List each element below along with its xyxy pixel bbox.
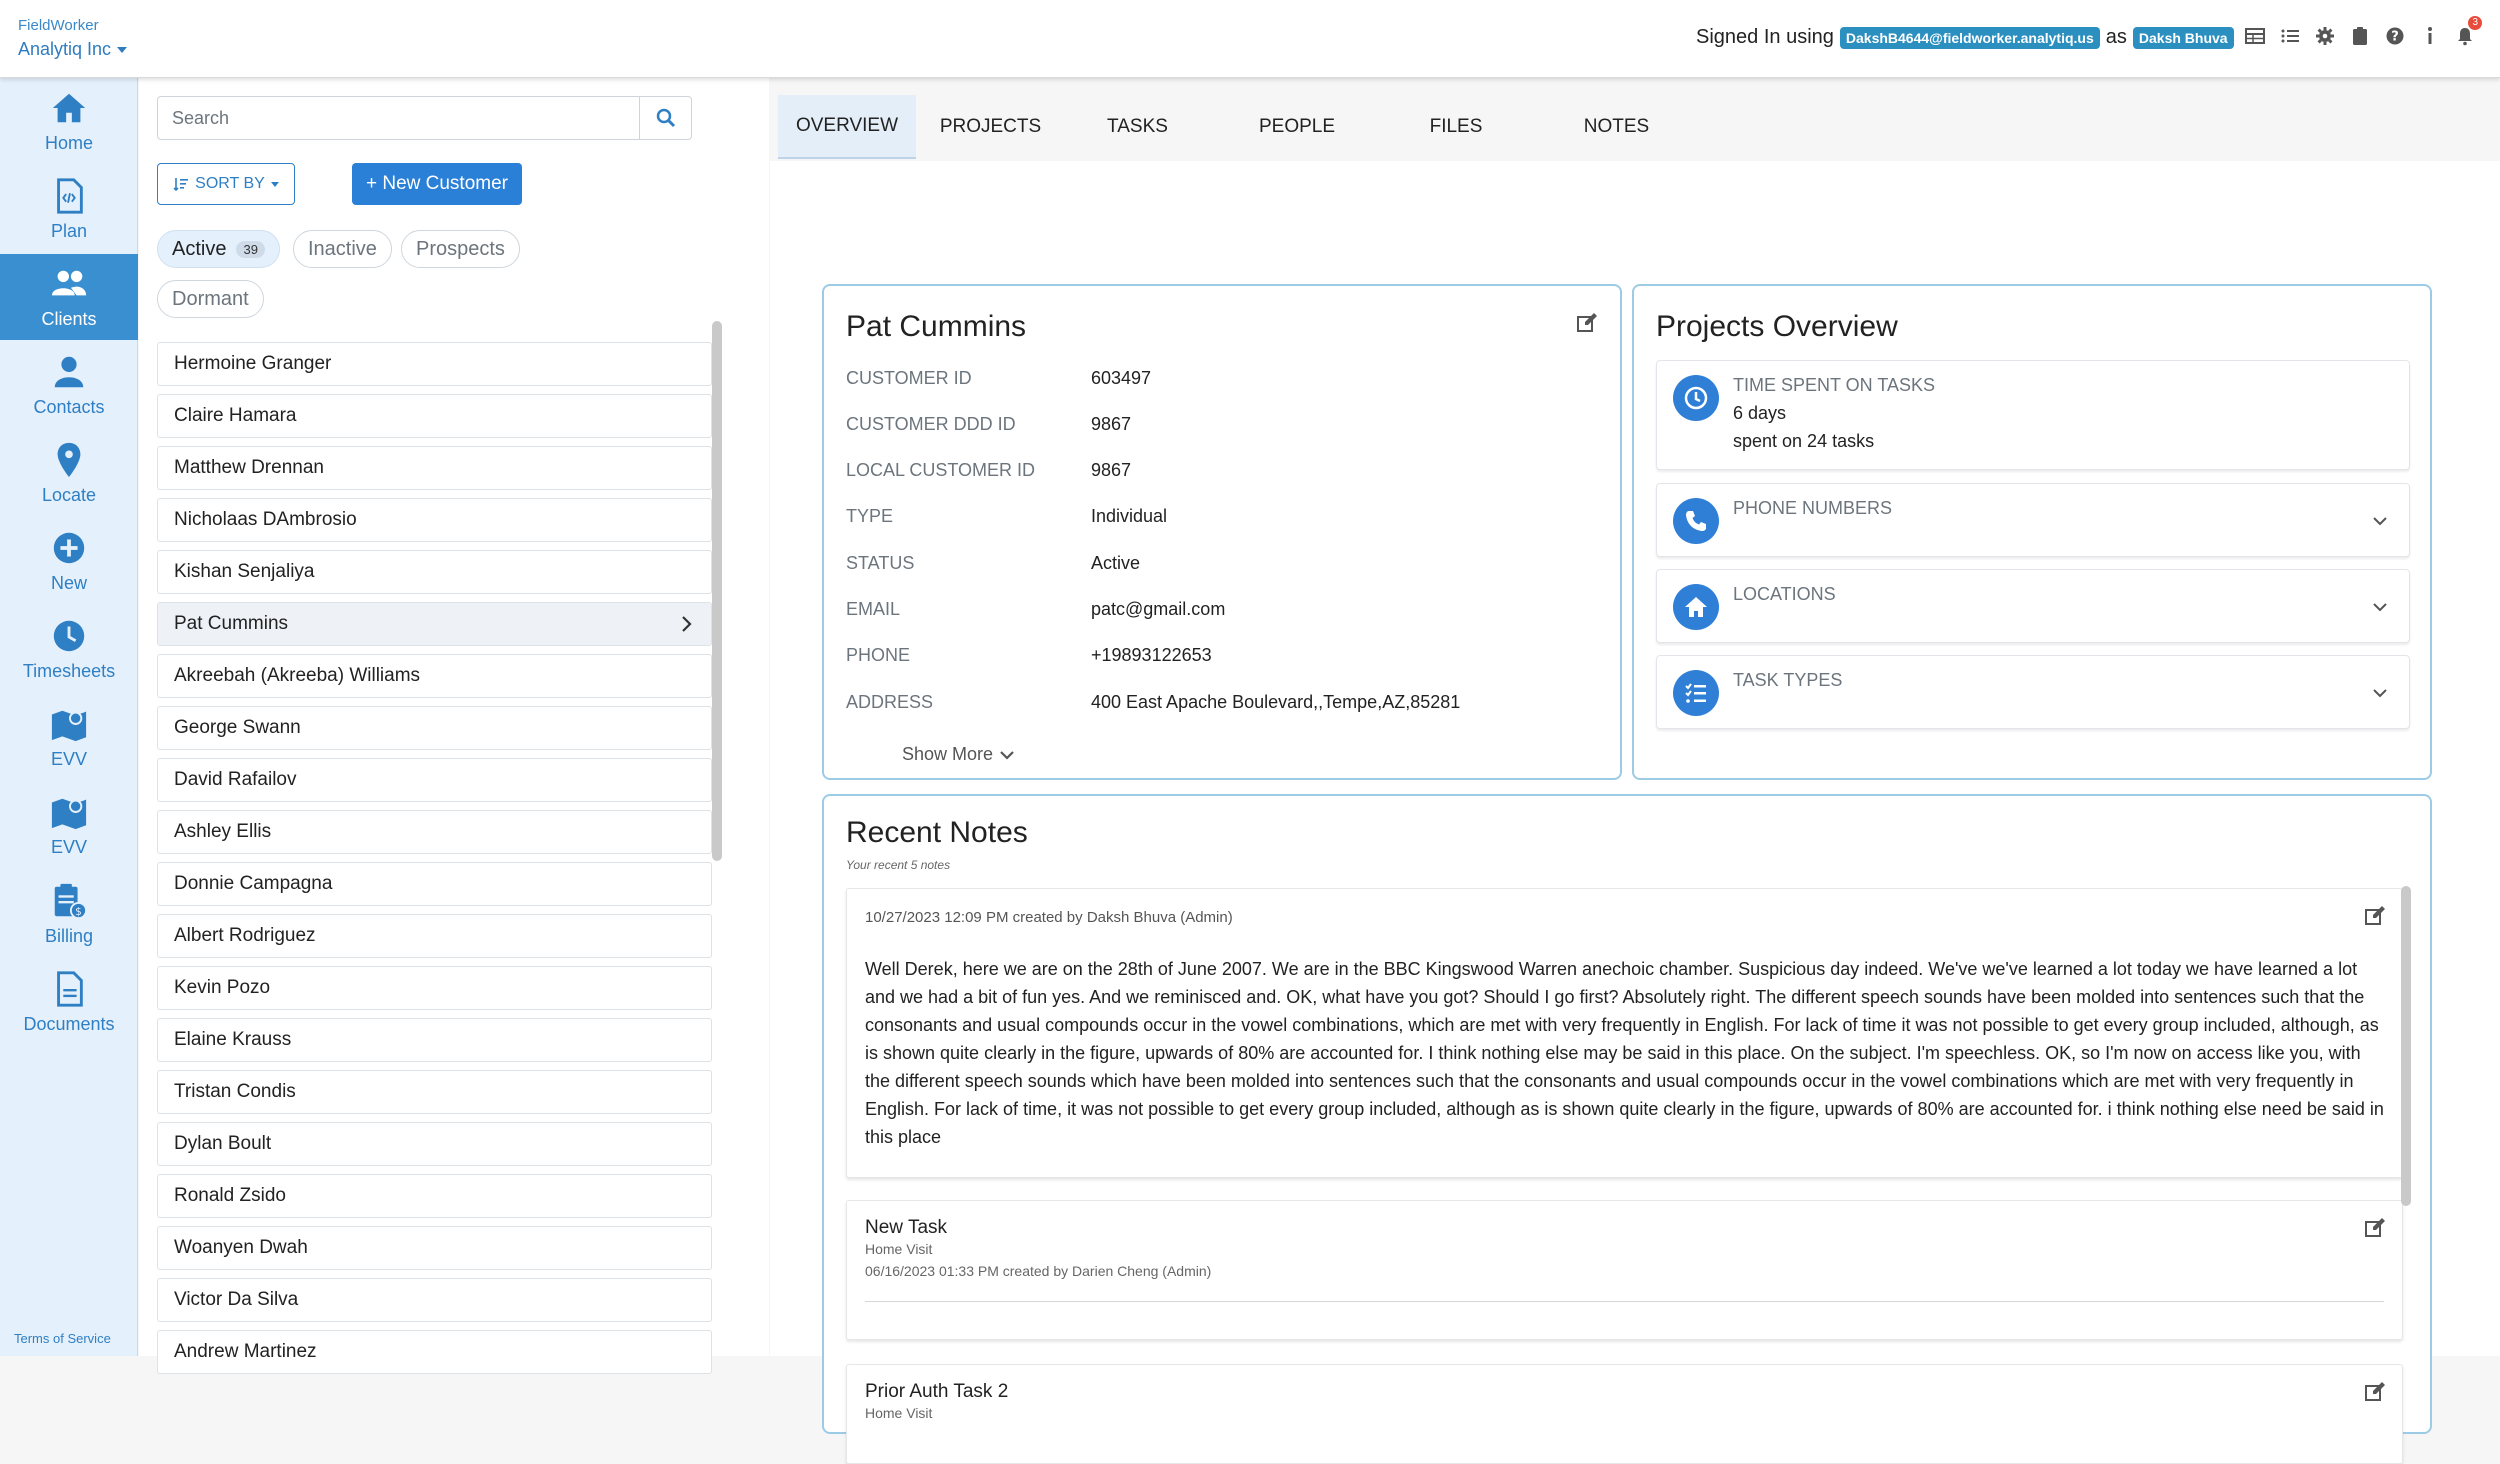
recent-notes-card [822,794,2432,1434]
customer-name: Andrew Martinez [174,1341,317,1362]
sidebar-item-timesheets[interactable] [0,606,138,692]
list-item[interactable] [157,1122,712,1166]
phone-icon [1673,498,1719,544]
field-label: LOCAL CUSTOMER ID [846,460,1036,480]
sidebar-item-new[interactable] [0,518,138,604]
time-spent-panel [1656,360,2410,470]
field-value: patc@gmail.com [1091,599,1226,619]
clock-icon [50,617,88,655]
filter-label: Active [172,237,227,260]
note-item [846,1200,2403,1340]
edit-note-icon[interactable] [2364,1381,2386,1403]
signed-in-info [1696,26,2234,49]
task-types-panel[interactable] [1656,655,2410,729]
note-meta: 06/16/2023 01:33 PM created by Darien Cheng (Admin) [865,1263,1212,1279]
customer-list [157,342,712,1362]
note-body: Well Derek, here we are on the 28th of June 2007. We are in the BBC Kingswood Warren anechoic chamber. Suspicious day indeed. We've we've learned a lot today we have learned a lot and we had a bit of fun yes. And we reminisced and. OK, what have you got? Should I go first? Absolutely right. The different speech sounds have been molded into sentences such that the consonants and usual compounds occur in the vowel combinations, which are met with very frequently in English. For lack of time it was not possible to get every group included, although, as is shown quite clearly in the figure, upwards of 80% are accounted for. I think nothing else may be said in this place. On the subject. I'm speechless. OK, so I'm now on access like you, with the different speech sounds which have been molded into sentences such that the consonants and usual compounds occur in the vowel combinations which are met with very frequently in English. For lack of time, it was not possible to get every group included, although as is shown quite clearly in the figure, upwards of 80% are accounted for. i think nothing else need be said in this place [865,959,2384,1147]
map-icon [50,705,88,743]
edit-customer-icon[interactable] [1576,312,1598,334]
list-item[interactable] [157,1278,712,1322]
sidebar-item-locate[interactable] [0,430,138,516]
filter-inactive[interactable] [293,230,392,268]
list-item[interactable] [157,602,712,646]
list-item[interactable] [157,342,712,386]
list-item[interactable] [157,1330,712,1374]
document-icon [50,970,88,1008]
search-button[interactable] [639,96,692,140]
contact-icon [50,353,88,391]
sidebar-item-label: EVV [50,836,88,857]
field-label: TYPE [846,506,894,526]
table-icon[interactable] [2244,24,2266,48]
scrollbar-thumb[interactable] [712,321,722,861]
field-status [846,553,1140,574]
field-email [846,599,1225,620]
sidebar-item-plan[interactable] [0,166,138,252]
locations-panel[interactable] [1656,569,2410,643]
field-customer-ddd-id [846,414,1131,435]
filter-label: Prospects [416,237,505,260]
chevron-right-icon [677,615,695,633]
plus-circle-icon [50,529,88,567]
notification-count: 3 [2468,16,2482,30]
phone-numbers-title: PHONE NUMBERS [1733,498,1893,518]
recent-notes-title: Recent Notes [846,816,1028,849]
field-value: +19893122653 [1091,645,1212,665]
list-item[interactable] [157,446,712,490]
field-label: CUSTOMER ID [846,368,972,388]
field-label: PHONE [846,645,911,665]
terms-of-service-link[interactable]: Terms of Service [14,1331,111,1346]
filter-label: Dormant [172,287,249,310]
filter-prospects[interactable] [401,230,520,268]
sidebar-item-clients[interactable] [0,254,138,340]
sidebar-item-documents[interactable] [0,959,138,1045]
billing-icon [50,882,88,920]
filter-count: 39 [236,241,264,258]
field-value: Individual [1091,506,1168,526]
customer-name: Pat Cummins [174,613,289,634]
time-spent-days: 6 days [1733,403,1787,423]
show-more-button[interactable] [902,744,1015,765]
tab-bar [778,95,1705,159]
filter-dormant[interactable] [157,280,264,318]
sidebar-item-label: Billing [44,925,94,946]
sidebar-item-evv-2[interactable] [0,782,138,868]
chevron-down-icon[interactable] [2371,512,2389,530]
note-title: Prior Auth Task 2 [865,1381,1009,1402]
signed-in-prefix: Signed In using [1696,26,1834,48]
customer-name: Hermoine Granger [174,353,332,374]
field-label: CUSTOMER DDD ID [846,414,1016,434]
field-value: 400 East Apache Boulevard,,Tempe,AZ,85281 [1091,692,1461,712]
customer-name: Victor Da Silva [174,1289,299,1310]
projects-overview-card [1632,284,2432,780]
customer-name: Ronald Zsido [174,1185,286,1206]
field-label: STATUS [846,553,915,573]
list-item[interactable] [157,1018,712,1062]
field-value: 9867 [1091,460,1132,480]
sidebar-item-label: Documents [23,1013,115,1034]
svg-text:$: $ [75,905,82,918]
field-label: EMAIL [846,599,901,619]
search-icon [656,108,676,128]
home-icon [1673,584,1719,630]
filter-label: Inactive [308,237,377,260]
list-item[interactable] [157,862,712,906]
list-item[interactable] [157,914,712,958]
locations-title: LOCATIONS [1733,584,1836,604]
sort-by-label: SORT BY [195,175,265,192]
list-item[interactable] [157,966,712,1010]
task-types-title: TASK TYPES [1733,670,1843,690]
sort-icon [173,176,189,192]
customer-name: Dylan Boult [174,1133,272,1154]
list-item[interactable] [157,1174,712,1218]
tab-files[interactable]: FILES [1429,116,1483,137]
customer-name-title: Pat Cummins [846,310,1027,343]
sort-by-button[interactable] [157,163,295,205]
field-address [846,692,1460,713]
home-icon [50,89,88,127]
customer-name: Matthew Drennan [174,457,324,478]
customer-name: Kishan Senjaliya [174,561,315,582]
list-item[interactable] [157,810,712,854]
caret-down-icon [117,47,127,53]
field-value: 603497 [1091,368,1152,388]
list-item[interactable] [157,1070,712,1114]
tab-people[interactable]: PEOPLE [1258,116,1336,137]
chevron-down-icon[interactable] [2371,684,2389,702]
customer-name: Donnie Campagna [174,873,333,894]
list-icon[interactable] [2279,24,2301,48]
sidebar-item-home[interactable] [0,78,138,164]
customer-list-panel [139,78,769,1362]
tab-notes[interactable]: NOTES [1583,116,1650,137]
info-icon[interactable] [2419,24,2441,48]
customer-name: Nicholaas DAmbrosio [174,509,357,530]
list-item[interactable] [157,758,712,802]
customer-name: Ashley Ellis [174,821,272,842]
chevron-down-icon [999,747,1015,763]
field-phone [846,645,1212,666]
org-switcher[interactable] [18,39,127,60]
sidebar-item-contacts[interactable] [0,342,138,428]
sidebar-item-label: Contacts [33,396,105,417]
customer-name: Kevin Pozo [174,977,271,998]
new-customer-button[interactable]: + New Customer [352,163,522,205]
signed-in-as: as [2105,26,2127,48]
note-meta: 10/27/2023 12:09 PM created by Daksh Bhuva (Admin) [865,909,1233,926]
phone-numbers-panel[interactable] [1656,483,2410,557]
sidebar-item-billing[interactable] [0,871,138,957]
note-item [846,1364,2403,1464]
list-item[interactable] [157,706,712,750]
map-pin-icon [50,441,88,479]
show-more-label: Show More [902,744,994,764]
note-divider [865,1301,2384,1302]
time-spent-tasks: spent on 24 tasks [1733,431,1875,451]
customer-name: George Swann [174,717,301,738]
sidebar-item-label: EVV [50,748,88,769]
note-title: New Task [865,1217,948,1238]
note-subtitle: Home Visit [865,1405,933,1421]
edit-note-icon[interactable] [2364,1217,2386,1239]
clock-icon [1673,375,1719,421]
customer-name: Akreebah (Akreeba) Williams [174,665,421,686]
field-value: Active [1091,553,1141,573]
customer-name: Woanyen Dwah [174,1237,308,1258]
note-item [846,888,2403,1178]
list-item[interactable] [157,1226,712,1270]
field-label: ADDRESS [846,692,934,712]
sidebar-item-label: Plan [50,220,88,241]
tab-overview[interactable]: OVERVIEW [778,95,916,159]
overview-panel [770,161,2500,1421]
map-icon [50,793,88,831]
sidebar [0,78,138,1356]
edit-note-icon[interactable] [2364,905,2386,927]
signed-in-email: DakshB4644@fieldworker.analytiq.us [1840,27,2100,49]
field-customer-id [846,368,1151,389]
customer-name: Tristan Condis [174,1081,296,1102]
list-scrollbar[interactable] [712,321,722,851]
notes-scrollbar[interactable] [2401,886,2411,1206]
customer-name: Elaine Krauss [174,1029,292,1050]
customer-name: Claire Hamara [174,405,297,426]
clients-icon [50,265,88,303]
search-input[interactable] [157,96,640,140]
field-local-customer-id [846,460,1131,481]
projects-overview-title: Projects Overview [1656,310,1898,343]
main-content [770,78,2500,1421]
sidebar-item-label: Home [44,132,93,153]
customer-name: Albert Rodriguez [174,925,316,946]
list-item[interactable] [157,394,712,438]
list-item[interactable] [157,498,712,542]
top-header [0,0,2500,78]
sidebar-item-label: New [50,572,87,593]
header-toolbar [2244,17,2478,48]
list-item[interactable] [157,654,712,698]
plan-icon [50,177,88,215]
clipboard-icon[interactable] [2349,24,2371,48]
list-item[interactable] [157,550,712,594]
svg-text:?: ? [2391,29,2399,45]
sidebar-item-label: Timesheets [22,660,116,681]
caret-down-icon [271,182,279,187]
field-type [846,506,1167,527]
chevron-down-icon[interactable] [2371,598,2389,616]
filter-active[interactable] [157,230,280,268]
tab-projects[interactable]: PROJECTS [939,116,1042,137]
signed-in-user: Daksh Bhuva [2133,27,2234,49]
sidebar-item-evv[interactable] [0,694,138,780]
help-icon[interactable] [2384,24,2406,48]
bell-icon[interactable] [2454,17,2478,48]
task-list-icon [1673,670,1719,716]
note-subtitle: Home Visit [865,1241,933,1257]
time-spent-title: TIME SPENT ON TASKS [1733,375,1936,395]
sidebar-item-label: Locate [41,484,97,505]
org-name: Analytiq Inc [18,39,112,59]
field-value: 9867 [1091,414,1132,434]
customer-name: David Rafailov [174,769,297,790]
app-brand: FieldWorker [18,17,99,34]
recent-notes-subtitle: Your recent 5 notes [846,858,951,872]
gear-icon[interactable] [2314,24,2336,48]
tab-tasks[interactable]: TASKS [1107,116,1168,137]
sidebar-item-label: Clients [41,308,97,329]
customer-details-card [822,284,1622,780]
